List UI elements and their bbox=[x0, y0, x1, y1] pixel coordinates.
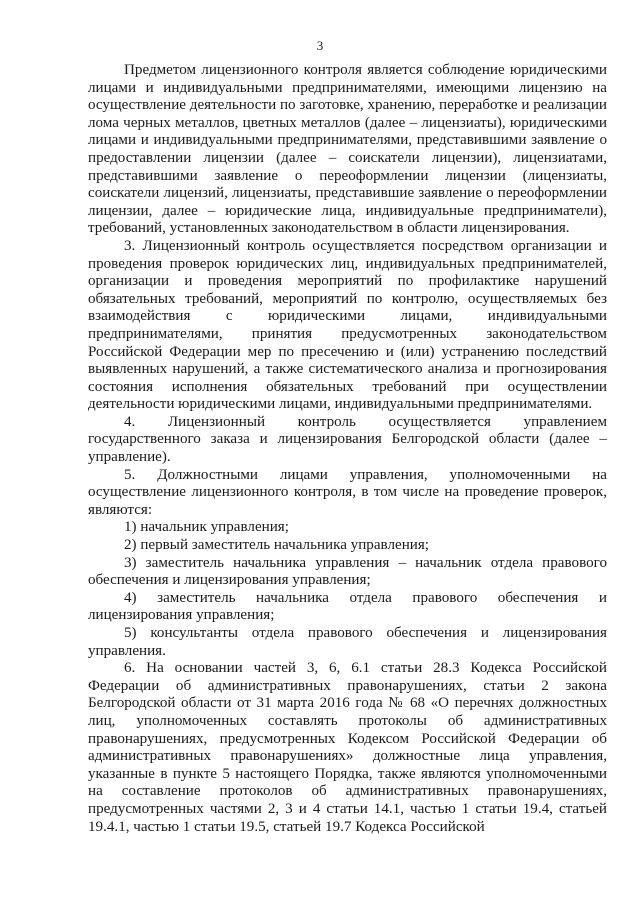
paragraph-5: 5. Должностными лицами управления, уполномоченными на осуществление лицензионного контроля, в том числе на проведение проверок, являются: bbox=[88, 466, 607, 518]
page-number: 3 bbox=[316, 38, 324, 53]
paragraph-4: 4. Лицензионный контроль осуществляется управлением государственного заказа и лицензирования Белгородской области (далее – управление). bbox=[88, 413, 607, 466]
list-item-2: 2) первый заместитель начальника управления; bbox=[124, 537, 429, 554]
paragraph-6: 6. На основании частей 3, 6, 6.1 статьи 28.3 Кодекса Российской Федерации об административных правонарушениях, статьи 2 закона Белгородской области от 31 марта 2016 года № 68 «О перечнях должностных лиц, уполномоченных составлять протоколы об административных правонарушениях, предусмотренных Кодексом Российской Федерации об административных правонарушениях» должностные лица управления, указанные в пункте 5 настоящего Порядка, также являются уполномоченными на составление протоколов об административных правонарушениях, предусмотренных частями 2, 3 и 4 статьи 14.1, частью 1 статьи 19.4, статьей 19.4.1, частью 1 статьи 19.5, статьей 19.7 Кодекса Российской bbox=[88, 660, 607, 835]
list-item-4: 4) заместитель начальника отдела правового обеспечения и лицензирования управления; bbox=[88, 589, 607, 624]
list-item-3: 3) заместитель начальника управления – начальник отдела правового обеспечения и лицензирования управления; bbox=[88, 554, 607, 589]
paragraph-3: 3. Лицензионный контроль осуществляется посредством организации и проведения проверок юридических лиц, индивидуальных предпринимателей, организации и проведения мероприятий по профилактике нарушений обязательных требований, мероприятий по контролю, осуществляемых без взаимодействия с юридическими лицами, индивидуальными предпринимателями, принятия предусмотренных законодательством Российской Федерации мер по пресечению и (или) устранению последствий выявленных нарушений, а также систематического анализа и прогнозирования состояния исполнения обязательных требований при осуществлении деятельности юридическими лицами, индивидуальными предпринимателями. bbox=[88, 237, 607, 413]
paragraph-license-control-subject: Предметом лицензионного контроля является соблюдение юридическими лицами и индивидуальными предпринимателями, имеющими лицензию на осуществление деятельности по заготовке, хранению, переработке и реализации лома черных металлов, цветных металлов (далее – лицензиаты), юридическими лицами и индивидуальными предпринимателями, представившими заявление о предоставлении лицензии (далее – соискатели лицензии), лицензиатами, представившими заявление о переоформлении лицензии (лицензиаты, соискатели лицензий, лицензиаты, представившие заявление о переоформлении лицензии, далее – юридические лица, индивидуальные предприниматели), требований, установленных законодательством в области лицензирования. bbox=[88, 62, 607, 237]
document-body bbox=[88, 62, 607, 836]
list-item-1: 1) начальник управления; bbox=[124, 519, 289, 536]
list-item-5: 5) консультанты отдела правового обеспечения и лицензирования управления. bbox=[88, 625, 607, 659]
